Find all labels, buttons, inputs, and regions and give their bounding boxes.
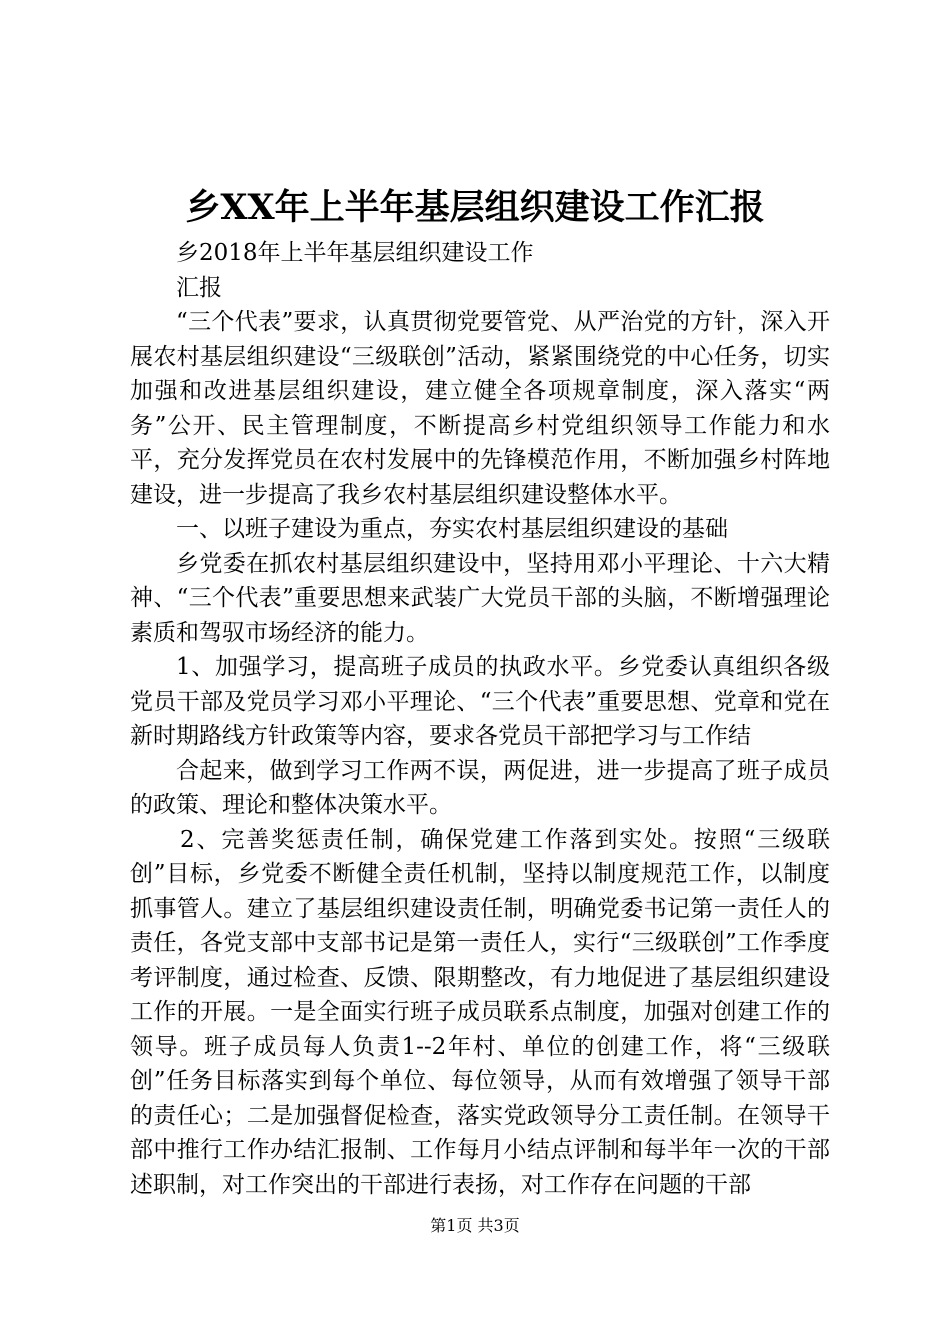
document-title: 乡XX年上半年基层组织建设工作汇报 bbox=[185, 187, 765, 228]
paragraph-item-1: 1、加强学习，提高班子成员的执政水平。乡党委认真组织各级党员干部及党员学习邓小平理论、“三个代表”重要思想、党章和党在新时期路线方针政策等内容，要求各党员干部把学习与工作结 bbox=[130, 654, 830, 749]
paragraph-section-1: 乡党委在抓农村基层组织建设中，坚持用邓小平理论、十六大精神、“三个代表”重要思想来武装广大党员干部的头脑，不断增强理论素质和驾驭市场经济的能力。 bbox=[130, 550, 830, 646]
paragraph-intro: “三个代表”要求，认真贯彻党要管党、从严治党的方针，深入开展农村基层组织建设“三级联创”活动，紧紧围绕党的中心任务，切实加强和改进基层组织建设，建立健全各项规章制度，深入落实“两务”公开、民主管理制度，不断提高乡村党组织领导工作能力和水平，充分发挥党员在农村发展中的先锋模范作用，不断加强乡村阵地建设，进一步提高了我乡农村基层组织建设整体水平。 bbox=[130, 309, 830, 508]
document-body bbox=[130, 236, 830, 1202]
section-heading-1: 一、以班子建设为重点，夯实农村基层组织建设的基础 bbox=[176, 516, 728, 542]
page-number-footer: 第1页 共3页 bbox=[430, 1216, 520, 1235]
subtitle-line-1: 乡2018年上半年基层组织建设工作 bbox=[176, 240, 534, 266]
paragraph-item-2: 2、完善奖惩责任制，确保党建工作落到实处。按照“三级联创”目标，乡党委不断健全责任机制，坚持以制度规范工作，以制度抓事管人。建立了基层组织建设责任制，明确党委书记第一责任人的责任，各党支部中支部书记是第一责任人，实行“三级联创”工作季度考评制度，通过检查、反馈、限期整改，有力地促进了基层组织建设工作的开展。一是全面实行班子成员联系点制度，加强对创建工作的领导。班子成员每人负责1--2年村、单位的创建工作，将“三级联创”任务目标落实到每个单位、每位领导，从而有效增强了领导干部的责任心；二是加强督促检查，落实党政领导分工责任制。在领导干部中推行工作办结汇报制、工作每月小结点评制和每半年一次的干部述职制，对工作突出的干部进行表扬，对工作存在问题的干部 bbox=[130, 826, 830, 1198]
subtitle-line-2: 汇报 bbox=[176, 274, 222, 301]
paragraph-item-1-continued: 合起来，做到学习工作两不误，两促进，进一步提高了班子成员的政策、理论和整体决策水平。 bbox=[130, 757, 830, 818]
